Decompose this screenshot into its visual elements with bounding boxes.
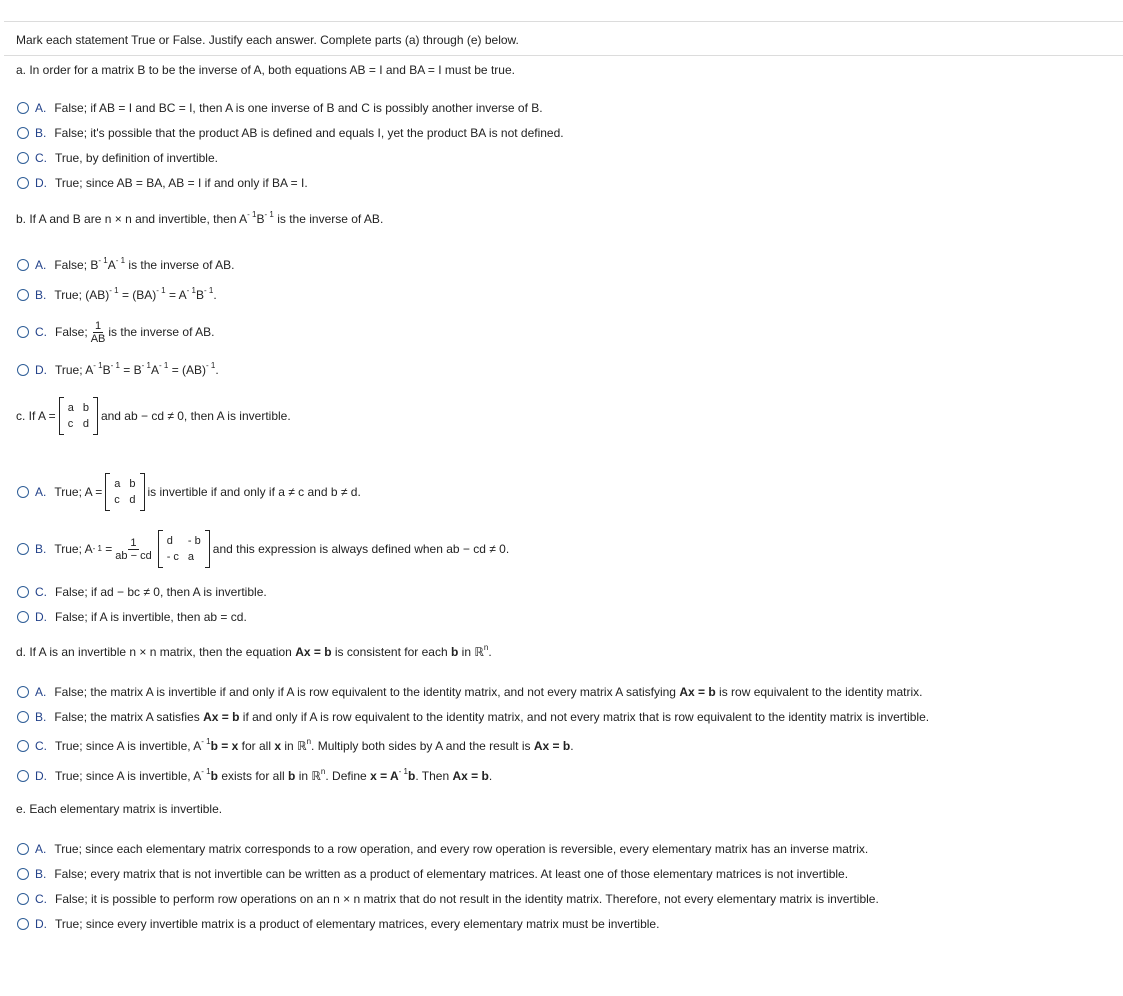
radio-button[interactable] bbox=[17, 893, 29, 905]
part-e-option-d[interactable]: D. True; since every invertible matrix is a product of elementary matrices, every elementary matrix must be invertible. bbox=[17, 916, 659, 932]
part-c-option-a[interactable]: A. True; A = a b c d is invertible if and only if a ≠ c and b ≠ d. bbox=[17, 470, 361, 514]
instructions-divider bbox=[4, 55, 1123, 56]
part-d-option-b[interactable]: B. False; the matrix A satisfies Ax = b if and only if A is row equivalent to the identity matrix, and not every matrix that is row equivalent to the identity matrix is invertible. bbox=[17, 709, 929, 725]
part-e-option-a[interactable]: A. True; since each elementary matrix corresponds to a row operation, and every row operation is reversible, every elementary matrix has an inverse matrix. bbox=[17, 841, 868, 857]
part-b-option-c[interactable]: C. False; $\frac{1}{AB}$ is the inverse of AB. bbox=[17, 324, 214, 340]
radio-button[interactable] bbox=[17, 686, 29, 698]
fraction-one-over-ab: $\frac{1}{AB}$ bbox=[90, 319, 106, 345]
matrix-abcd: a b c d bbox=[105, 473, 144, 511]
radio-button[interactable] bbox=[17, 740, 29, 752]
radio-button[interactable] bbox=[17, 918, 29, 930]
radio-button[interactable] bbox=[17, 543, 29, 555]
radio-button[interactable] bbox=[17, 326, 29, 338]
part-b-option-a[interactable]: A. False; $B^{- 1}A^{- 1}$ is the inverse of AB. bbox=[17, 257, 234, 273]
part-a-option-b[interactable]: B. False; it's possible that the product AB is defined and equals I, yet the product BA is not defined. bbox=[17, 125, 564, 141]
part-a-option-c[interactable]: C. True, by definition of invertible. bbox=[17, 150, 218, 166]
part-a-question: a. In order for a matrix B to be the inverse of A, both equations AB = I and BA = I must be true. bbox=[16, 63, 515, 77]
instructions: Mark each statement True or False. Justify each answer. Complete parts (a) through (e) below. bbox=[16, 33, 519, 47]
radio-button[interactable] bbox=[17, 259, 29, 271]
part-b-question: b. If A and B are n × n and invertible, then $A^{- 1}B^{- 1}$ is the inverse of AB. bbox=[16, 210, 384, 226]
radio-button[interactable] bbox=[17, 868, 29, 880]
matrix-abcd: a b c d bbox=[59, 397, 98, 435]
radio-button[interactable] bbox=[17, 127, 29, 139]
radio-button[interactable] bbox=[17, 364, 29, 376]
part-c-option-d[interactable]: D. False; if A is invertible, then ab = cd. bbox=[17, 609, 247, 625]
part-b-option-d[interactable]: D. True; $A^{- 1}B^{- 1} = B^{- 1}A^{- 1} = (AB)^{- 1}$. bbox=[17, 362, 219, 378]
radio-button[interactable] bbox=[17, 843, 29, 855]
radio-button[interactable] bbox=[17, 711, 29, 723]
part-a-option-a[interactable]: A. False; if AB = I and BC = I, then A is one inverse of B and C is possibly another inverse of B. bbox=[17, 100, 543, 116]
radio-button[interactable] bbox=[17, 586, 29, 598]
radio-button[interactable] bbox=[17, 177, 29, 189]
radio-button[interactable] bbox=[17, 102, 29, 114]
radio-button[interactable] bbox=[17, 770, 29, 782]
radio-button[interactable] bbox=[17, 152, 29, 164]
radio-button[interactable] bbox=[17, 289, 29, 301]
part-d-question: d. If A is an invertible n × n matrix, then the equation Ax = b is consistent for each b in ℝ$^n$. bbox=[16, 643, 492, 659]
radio-button[interactable] bbox=[17, 486, 29, 498]
part-c-option-b[interactable]: B. True; A - 1 = $\frac{1}{ab - cd}$ d - b - c a and this expression is always defined when ab − cd ≠ 0. bbox=[17, 527, 509, 571]
part-d-option-d[interactable]: D. True; since A is invertible, $A^{- 1}b$ exists for all b in ℝ$^n$. Define $x = A^{- 1}b$. Then Ax = b. bbox=[17, 768, 492, 784]
part-d-option-c[interactable]: C. True; since A is invertible, $A^{- 1}b = x$ for all x in ℝ$^n$. Multiply both sides by A and the result is Ax = b. bbox=[17, 738, 574, 754]
top-divider bbox=[4, 21, 1123, 22]
fraction-one-over-det: $\frac{1}{ab - cd}$ bbox=[115, 536, 152, 562]
part-e-option-b[interactable]: B. False; every matrix that is not invertible can be written as a product of elementary matrices. At least one of those elementary matrices is not invertible. bbox=[17, 866, 848, 882]
part-a-option-d[interactable]: D. True; since AB = BA, AB = I if and only if BA = I. bbox=[17, 175, 308, 191]
part-c-option-c[interactable]: C. False; if ad − bc ≠ 0, then A is invertible. bbox=[17, 584, 267, 600]
part-e-option-c[interactable]: C. False; it is possible to perform row operations on an n × n matrix that do not result in the identity matrix. Therefore, not every elementary matrix is invertible. bbox=[17, 891, 879, 907]
part-e-question: e. Each elementary matrix is invertible. bbox=[16, 802, 223, 816]
matrix-adjugate: d - b - c a bbox=[158, 530, 210, 568]
part-b-option-b[interactable]: B. True; $(AB)^{- 1} = (BA)^{- 1} = A^{- 1}B^{- 1}$. bbox=[17, 287, 217, 303]
part-c-question: c. If A = a b c d and ab − cd ≠ 0, then A is invertible. bbox=[16, 397, 291, 435]
radio-button[interactable] bbox=[17, 611, 29, 623]
part-d-option-a[interactable]: A. False; the matrix A is invertible if and only if A is row equivalent to the identity matrix, and not every matrix A satisfying Ax = b is row equivalent to the identity matrix. bbox=[17, 684, 922, 700]
